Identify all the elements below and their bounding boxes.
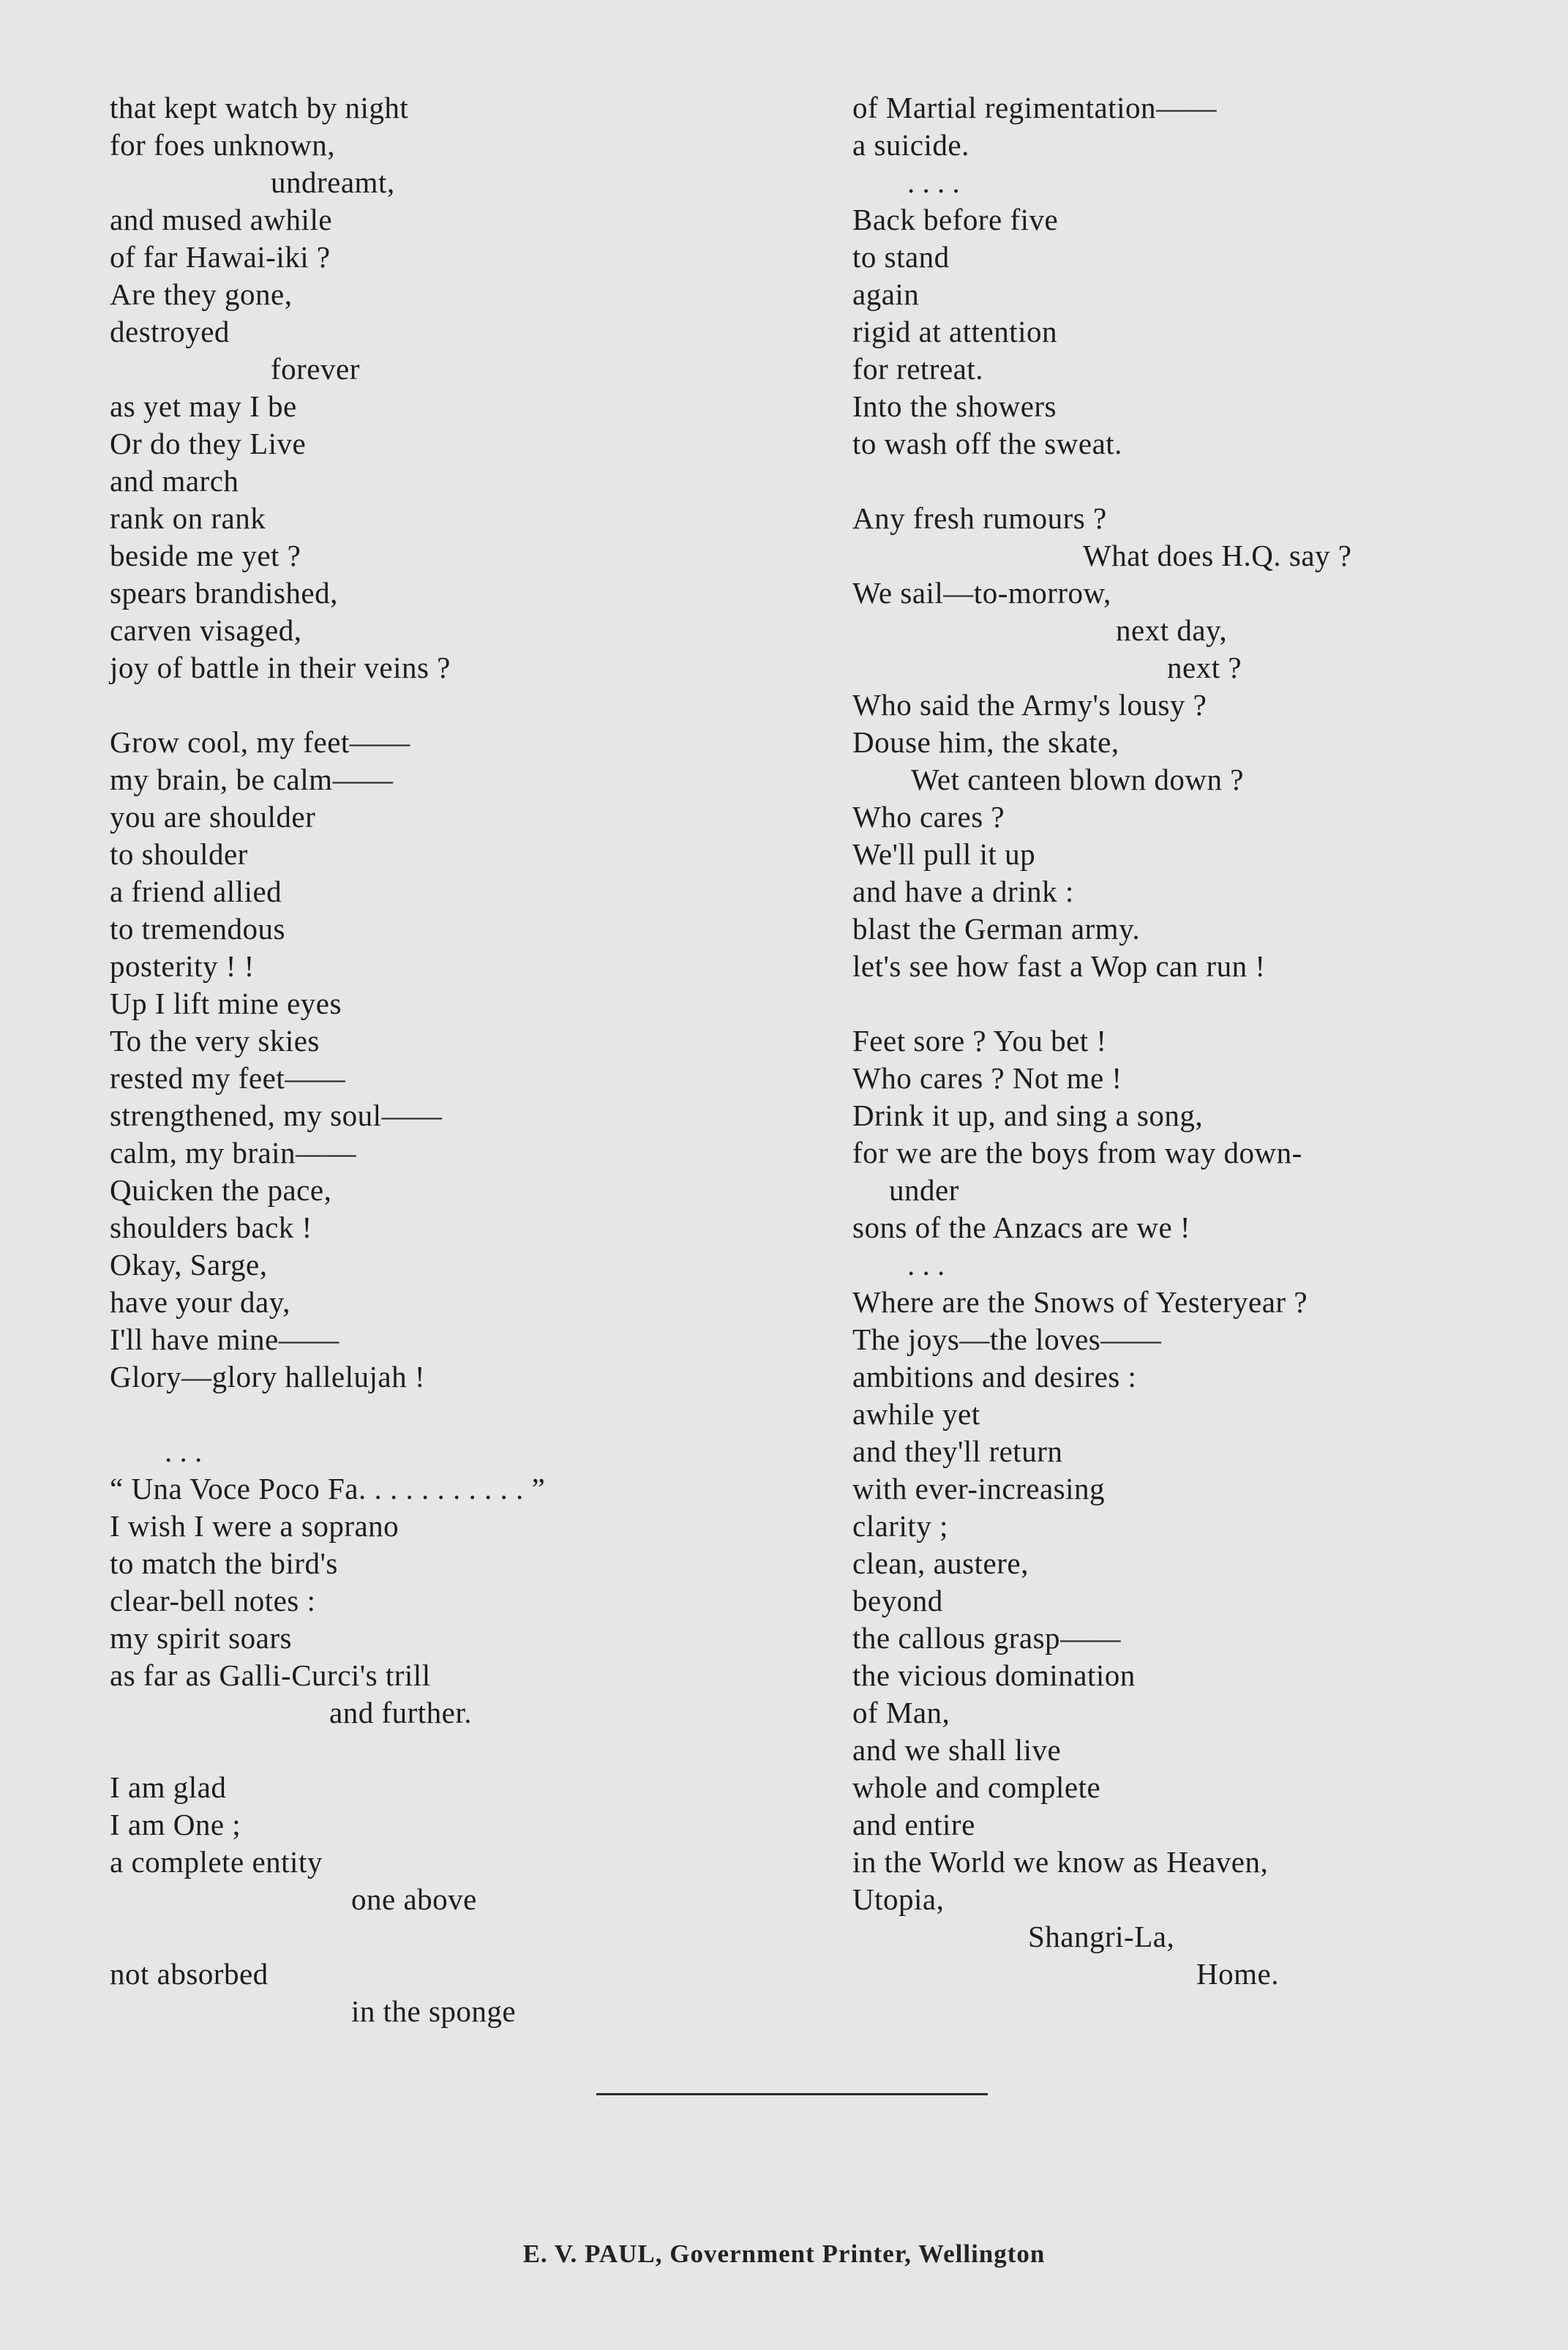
poem-line: and further. [329, 1696, 472, 1729]
poem-line: let's see how fast a Wop can run ! [852, 949, 1266, 983]
poem-line: Okay, Sarge, [110, 1248, 268, 1281]
poem-line: the vicious domination [852, 1658, 1136, 1692]
poem-line: awhile yet [852, 1397, 980, 1431]
poem-line: Where are the Snows of Yesteryear ? [852, 1285, 1308, 1319]
poem-line: joy of battle in their veins ? [110, 651, 451, 684]
poem-line: calm, my brain—— [110, 1136, 357, 1170]
poem-line: I wish I were a soprano [110, 1509, 399, 1543]
poem-line: “ Una Voce Poco Fa. . . . . . . . . . . ” [110, 1472, 546, 1505]
poem-line: spears brandished, [110, 576, 338, 610]
poem-line: Feet sore ? You bet ! [852, 1024, 1107, 1058]
poem-line: and entire [852, 1808, 975, 1841]
poem-line: that kept watch by night [110, 91, 409, 124]
poem-line: and mused awhile [110, 203, 333, 236]
poem-line: next day, [1116, 613, 1228, 647]
stanza-break [110, 1396, 768, 1433]
poem-line: my brain, be calm—— [110, 763, 394, 796]
poem-line: have your day, [110, 1285, 290, 1319]
poem-line: a friend allied [110, 875, 282, 908]
poem-line: next ? [1167, 651, 1242, 684]
poem-line: as yet may I be [110, 389, 297, 423]
poem-line: Quicken the pace, [110, 1173, 332, 1207]
poem-line: carven visaged, [110, 613, 302, 647]
poem-line: Back before five [852, 203, 1059, 236]
poem-line: rested my feet—— [110, 1061, 346, 1095]
poem-line: Utopia, [852, 1882, 945, 1916]
poem-line: sons of the Anzacs are we ! [852, 1210, 1191, 1244]
poem-line: clarity ; [852, 1509, 948, 1543]
poem-line: We'll pull it up [852, 837, 1036, 871]
poem-line: Wet canteen blown down ? [911, 763, 1244, 796]
poem-line: for foes unknown, [110, 128, 335, 162]
poem-line: Shangri-La, [1028, 1920, 1175, 1953]
poem-line: Into the showers [852, 389, 1057, 423]
poem-line: forever [271, 352, 360, 386]
poem-line: you are shoulder [110, 800, 316, 834]
poem-line: to match the bird's [110, 1546, 338, 1580]
poem-line: clear-bell notes : [110, 1584, 316, 1617]
poem-line: Drink it up, and sing a song, [852, 1099, 1204, 1132]
poem-line: posterity ! ! [110, 949, 255, 983]
poem-line: Glory—glory hallelujah ! [110, 1360, 426, 1393]
poem-line: Who said the Army's lousy ? [852, 688, 1207, 722]
poem-line: to wash off the sweat. [852, 427, 1122, 460]
poem-line: and they'll return [852, 1434, 1063, 1468]
poem-line: for we are the boys from way down- [852, 1136, 1302, 1170]
poem-line: . . . . [907, 165, 960, 199]
poem-line: strengthened, my soul—— [110, 1099, 443, 1132]
poem-line: Grow cool, my feet—— [110, 725, 410, 759]
poem-right-column [852, 89, 1511, 1993]
poem-line: . . . [165, 1434, 203, 1468]
poem-line: under [889, 1173, 959, 1207]
stanza-break [110, 1918, 768, 1956]
poem-line: in the World we know as Heaven, [852, 1845, 1269, 1879]
poem-line: and have a drink : [852, 875, 1074, 908]
poem-line: I'll have mine—— [110, 1322, 340, 1356]
poem-line: rigid at attention [852, 315, 1057, 348]
poem-line: and march [110, 464, 239, 498]
poem-line: To the very skies [110, 1024, 320, 1058]
poem-line: Any fresh rumours ? [852, 501, 1107, 535]
section-divider [596, 2093, 988, 2095]
poem-line: my spirit soars [110, 1621, 292, 1655]
poem-line: clean, austere, [852, 1546, 1029, 1580]
poem-line: shoulders back ! [110, 1210, 312, 1244]
poem-line: I am One ; [110, 1808, 241, 1841]
poem-left-column [110, 89, 768, 2030]
poem-line: to stand [852, 240, 950, 274]
poem-line: not absorbed [110, 1957, 269, 1991]
stanza-break [110, 686, 768, 724]
printer-imprint: E. V. PAUL, Government Printer, Wellington [522, 2239, 1046, 2268]
poem-line: Who cares ? [852, 800, 1005, 834]
poem-line: Douse him, the skate, [852, 725, 1119, 759]
poem-line: Are they gone, [110, 277, 293, 311]
poem-line: of Martial regimentation—— [852, 91, 1218, 124]
stanza-break [110, 1732, 768, 1769]
poem-line: . . . [907, 1248, 945, 1281]
poem-line: undreamt, [271, 165, 395, 199]
poem-line: to tremendous [110, 912, 285, 946]
poem-line: with ever-increasing [852, 1472, 1106, 1505]
poem-line: one above [351, 1882, 477, 1916]
poem-line: We sail—to-morrow, [852, 576, 1111, 610]
poem-line: as far as Galli-Curci's trill [110, 1658, 431, 1692]
poem-line: a complete entity [110, 1845, 323, 1879]
poem-line: I am glad [110, 1770, 227, 1804]
poem-line: Who cares ? Not me ! [852, 1061, 1122, 1095]
stanza-break [852, 463, 1511, 500]
poem-line: destroyed [110, 315, 230, 348]
poem-line: again [852, 277, 920, 311]
poem-line: Up I lift mine eyes [110, 987, 342, 1020]
poem-line: The joys—the loves—— [852, 1322, 1162, 1356]
poem-line: Or do they Live [110, 427, 307, 460]
poem-line: What does H.Q. say ? [1083, 539, 1352, 572]
poem-line: for retreat. [852, 352, 983, 386]
poem-line: rank on rank [110, 501, 266, 535]
poem-line: of far Hawai-iki ? [110, 240, 331, 274]
poem-line: beyond [852, 1584, 943, 1617]
poem-line: the callous grasp—— [852, 1621, 1122, 1655]
poem-line: in the sponge [351, 1994, 517, 2028]
poem-line: and we shall live [852, 1733, 1062, 1767]
poem-line: blast the German army. [852, 912, 1141, 946]
poem-line: of Man, [852, 1696, 950, 1729]
poem-line: a suicide. [852, 128, 969, 162]
poem-line: ambitions and desires : [852, 1360, 1137, 1393]
poem-line: to shoulder [110, 837, 248, 871]
poem-line: beside me yet ? [110, 539, 301, 572]
poem-line: whole and complete [852, 1770, 1101, 1804]
poem-line: Home. [1196, 1957, 1279, 1991]
stanza-break [852, 985, 1511, 1022]
